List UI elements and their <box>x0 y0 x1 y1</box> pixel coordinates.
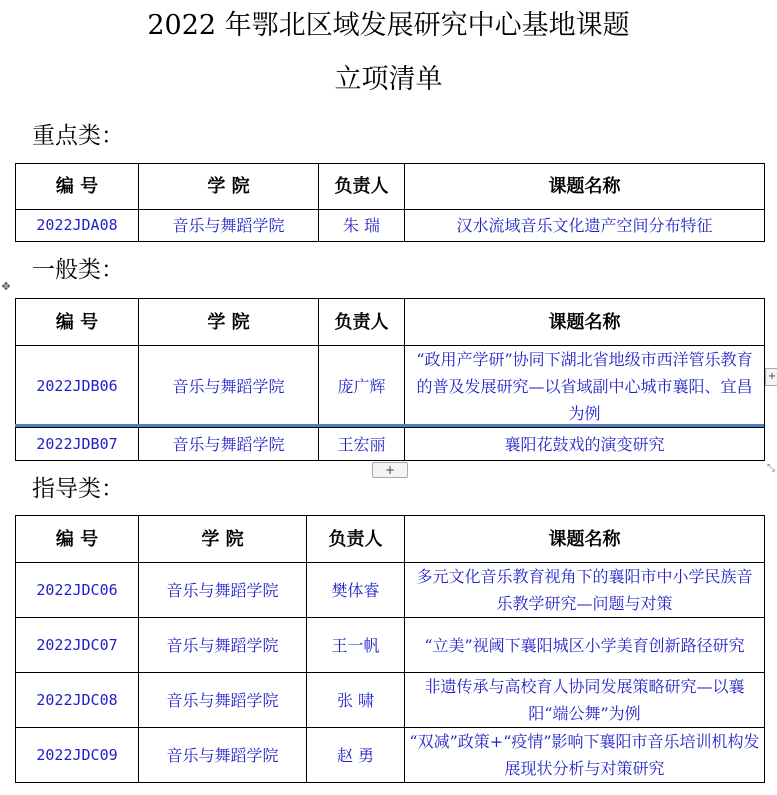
table-general <box>15 298 765 461</box>
table-key <box>15 163 765 242</box>
cell-college[interactable]: 音乐与舞蹈学院 <box>139 563 307 618</box>
header-topic: 课题名称 <box>405 164 765 210</box>
cell-topic[interactable]: 襄阳花鼓戏的演变研究 <box>405 428 765 461</box>
header-college: 学 院 <box>139 164 319 210</box>
cell-college[interactable]: 音乐与舞蹈学院 <box>139 728 307 783</box>
section-heading-general: 一般类： <box>32 257 124 283</box>
header-leader: 负责人 <box>319 164 405 210</box>
cell-topic[interactable]: “立美”视阈下襄阳城区小学美育创新路径研究 <box>405 618 765 673</box>
row-selection-indicator <box>15 424 764 427</box>
document-subtitle: 立项清单 <box>334 64 443 95</box>
table-row <box>16 673 765 728</box>
cell-leader[interactable]: 朱 瑞 <box>319 210 405 242</box>
table-guidance <box>15 515 765 783</box>
cell-leader[interactable]: 王一帆 <box>307 618 405 673</box>
cell-code[interactable]: 2022JDC07 <box>16 618 139 673</box>
table-resize-handle-icon[interactable]: ⤡ <box>767 463 775 474</box>
cell-leader[interactable]: 赵 勇 <box>307 728 405 783</box>
table-move-handle-icon[interactable]: ✥ <box>1 280 11 293</box>
table-row <box>16 563 765 618</box>
cell-college[interactable]: 音乐与舞蹈学院 <box>139 346 319 428</box>
section-heading-key: 重点类： <box>32 123 124 149</box>
cell-leader[interactable]: 樊体睿 <box>307 563 405 618</box>
cell-college[interactable]: 音乐与舞蹈学院 <box>139 428 319 461</box>
cell-code[interactable]: 2022JDA08 <box>16 210 139 242</box>
table-row <box>16 618 765 673</box>
header-leader: 负责人 <box>307 516 405 563</box>
cell-topic[interactable]: 多元文化音乐教育视角下的襄阳市中小学民族音乐教学研究—问题与对策 <box>405 563 765 618</box>
table-row <box>16 728 765 783</box>
cell-college[interactable]: 音乐与舞蹈学院 <box>139 618 307 673</box>
cell-leader[interactable]: 张 啸 <box>307 673 405 728</box>
cell-code[interactable]: 2022JDC06 <box>16 563 139 618</box>
cell-leader[interactable]: 庞广辉 <box>319 346 405 428</box>
table-row <box>16 346 765 428</box>
document-title: 2022 年鄂北区域发展研究中心基地课题 <box>147 10 630 41</box>
table-header-row <box>16 299 765 346</box>
cell-leader[interactable]: 王宏丽 <box>319 428 405 461</box>
cell-topic[interactable]: 非遗传承与高校育人协同发展策略研究—以襄阳“端公舞”为例 <box>405 673 765 728</box>
header-code: 编 号 <box>16 164 139 210</box>
cell-code[interactable]: 2022JDB06 <box>16 346 139 428</box>
cell-college[interactable]: 音乐与舞蹈学院 <box>139 210 319 242</box>
cell-college[interactable]: 音乐与舞蹈学院 <box>139 673 307 728</box>
header-leader: 负责人 <box>319 299 405 346</box>
header-code: 编 号 <box>16 516 139 563</box>
cell-topic[interactable]: “双减”政策+“疫情”影响下襄阳市音乐培训机构发展现状分析与对策研究 <box>405 728 765 783</box>
header-college: 学 院 <box>139 516 307 563</box>
add-column-button[interactable]: + <box>765 368 777 386</box>
header-code: 编 号 <box>16 299 139 346</box>
table-header-row <box>16 164 765 210</box>
header-college: 学 院 <box>139 299 319 346</box>
table-row <box>16 210 765 242</box>
header-topic: 课题名称 <box>405 299 765 346</box>
cell-code[interactable]: 2022JDC09 <box>16 728 139 783</box>
table-row <box>16 428 765 461</box>
add-row-button[interactable]: + <box>372 462 408 478</box>
cell-topic[interactable]: “政用产学研”协同下湖北省地级市西洋管乐教育的普及发展研究—以省域副中心城市襄阳、宜昌为例 <box>405 346 765 428</box>
cell-code[interactable]: 2022JDC08 <box>16 673 139 728</box>
cell-code[interactable]: 2022JDB07 <box>16 428 139 461</box>
cell-topic[interactable]: 汉水流域音乐文化遗产空间分布特征 <box>405 210 765 242</box>
header-topic: 课题名称 <box>405 516 765 563</box>
table-header-row <box>16 516 765 563</box>
section-heading-guidance: 指导类： <box>32 476 124 502</box>
